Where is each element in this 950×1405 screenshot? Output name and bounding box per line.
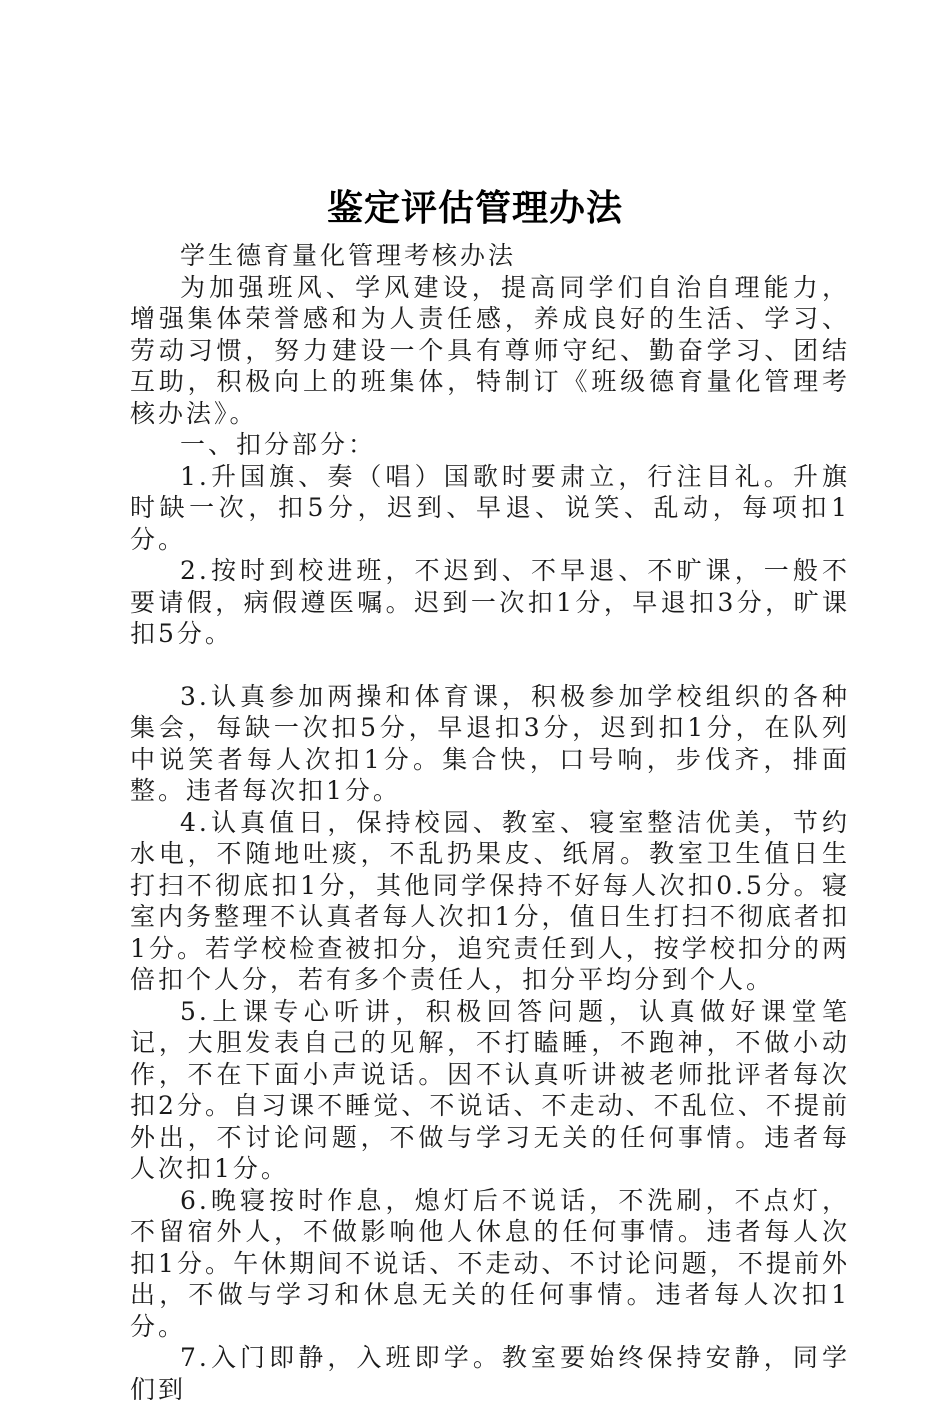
rule-paragraph-3: 3.认真参加两操和体育课，积极参加学校组织的各种集会，每缺一次扣5分，早退扣3分，迟到扣1分，在队列中说笑者每人次扣1分。集合快，口号响，步伐齐，排面整。违者每次扣1分。 — [130, 681, 850, 805]
rule-paragraph-1: 1.升国旗、奏（唱）国歌时要肃立，行注目礼。升旗时缺一次，扣5分，迟到、早退、说笑、乱动，每项扣1分。 — [130, 461, 850, 554]
document-title: 鉴定评估管理办法 — [326, 187, 623, 229]
section-heading: 一、扣分部分： — [180, 430, 377, 459]
rule-paragraph-7: 7.入门即静，入班即学。教室要始终保持安静，同学们到 — [130, 1343, 850, 1404]
rule-paragraph-4: 4.认真值日，保持校园、教室、寝室整洁优美，节约水电，不随地吐痰，不乱扔果皮、纸屑。教室卫生值日生打扫不彻底扣1分，其他同学保持不好每人次扣0.5分。寝室内务整理不认真者每人次扣1分，值日生打扫不彻底者扣1分。若学校检查被扣分，追究责任到人，按学校扣分的两倍扣个人分，若有多个责任人，扣分平均分到个人。 — [130, 807, 850, 994]
rule-paragraph-5: 5.上课专心听讲，积极回答问题，认真做好课堂笔记，大胆发表自己的见解，不打瞌睡，不跑神，不做小动作，不在下面小声说话。因不认真听讲被老师批评者每次扣2分。自习课不睡觉、不说话、不走动、不乱位、不提前外出，不讨论问题，不做与学习无关的任何事情。违者每人次扣1分。 — [130, 996, 850, 1183]
intro-paragraph: 为加强班风、学风建设，提高同学们自治自理能力，增强集体荣誉感和为人责任感，养成良好的生活、学习、劳动习惯，努力建设一个具有尊师守纪、勤奋学习、团结互助，积极向上的班集体，特制订《班级德育量化管理考核办法》。 — [130, 272, 850, 428]
document-body — [130, 240, 850, 1405]
rule-paragraph-6: 6.晚寝按时作息，熄灯后不说话，不洗刷，不点灯，不留宿外人，不做影响他人休息的任何事情。违者每人次扣1分。午休期间不说话、不走动、不讨论问题，不提前外出，不做与学习和休息无关的任何事情。违者每人次扣1分。 — [130, 1185, 850, 1341]
subtitle-paragraph: 学生德育量化管理考核办法 — [180, 241, 517, 270]
rule-paragraph-2: 2.按时到校进班，不迟到、不早退、不旷课，一般不要请假，病假遵医嘱。迟到一次扣1分，早退扣3分，旷课扣5分。 — [130, 556, 850, 648]
